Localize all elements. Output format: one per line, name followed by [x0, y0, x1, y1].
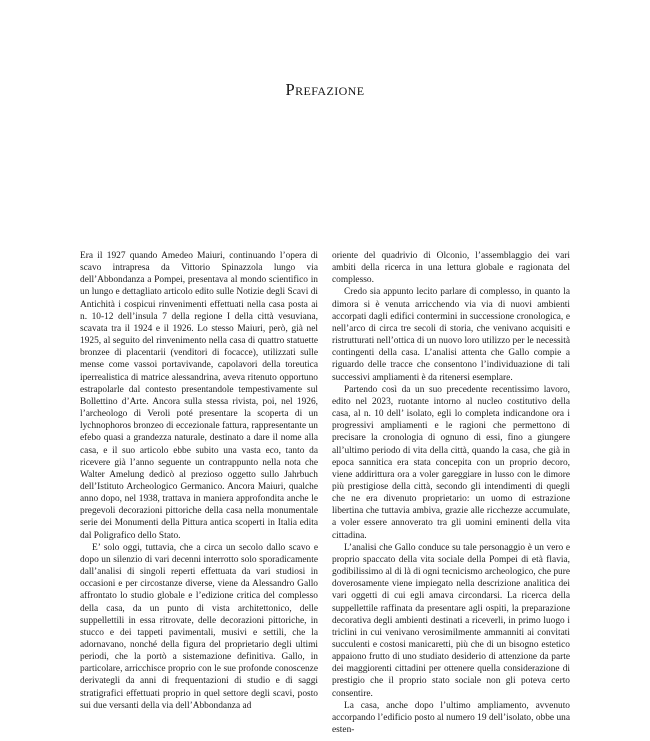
- paragraph: L’analisi che Gallo conduce su tale personaggio è un vero e proprio spaccato della vita sociale della Pompei di età flavia, godibilissimo al di là di ogni tecnicismo archeologico, che pure doverosamente viene impiegato nella descrizione analitica dei vari oggetti di cui egli amava circondarsi. La ricerca della suppellettile raffinata da presentare agli ospiti, la preparazione decorativa degli ambienti destinati a riceverli, in primo luogo i triclini in cui venivano verosimilmente ammanniti ai convitati succulenti e costosi manicaretti, più che di un bisogno estetico appaiono frutto di uno studiato desiderio di attenzione da parte dei maggiorenti cittadini per ottenere quella considerazione di prestigio che il proprio stato sociale non gli poteva certo consentire.: [332, 542, 570, 699]
- paragraph: oriente del quadrivio di Olconio, l’assemblaggio dei vari ambiti della ricerca in una lettura globale e ragionata del complesso.: [332, 251, 570, 286]
- paragraph: Partendo così da un suo precedente recentissimo lavoro, edito nel 2023, ruotante intorno al nucleo costitutivo della casa, al n. 10 dell’ isolato, egli lo completa indicandone ora i progressivi ampliamenti e le ragioni che permettono di precisare la cronologia di ognuno di essi, fino a giungere all’ultimo periodo di vita della città, quando la casa, che già in epoca sannitica era stata concepita con un proprio decoro, viene addirittura ora a voler gareggiare in lusso con le dimore più prestigiose della città, secondo gli intendimenti di quegli che ne era divenuto proprietario: un uomo di estrazione libertina che tuttavia ambiva, grazie alle ricchezze accumulate, a voler essere annoverato tra gli uomini eminenti della vita cittadina.: [332, 384, 570, 541]
- page-title: Prefazione: [285, 80, 365, 99]
- paragraph: E’ solo oggi, tuttavia, che a circa un secolo dallo scavo e dopo un silenzio di vari decenni interrotto solo sporadicamente dall’analisi di singoli reperti effettuata da vari studiosi in occasioni e per circostanze diverse, viene da Alessandro Gallo affrontato lo studio globale e l’edizione critica del complesso della casa, da un punto di vista architettonico, delle suppellettili in essa ritrovate, delle decorazioni pittoriche, in stucco e dei tappeti pavimentali, musivi e settili, che la adornavano, nonché della figura del proprietario degli ultimi periodi, che la portò a sistemazione definitiva. Gallo, in particolare, arricchisce proprio con le sue profonde conoscenze derivategli da anni di frequentazioni di studio e di saggi stratigrafici effettuati proprio in quel settore degli scavi, posto sui due versanti della via dell’Abbondanza ad: [80, 542, 318, 711]
- paragraph: La casa, anche dopo l’ultimo ampliamento, avvenuto accorpando l’edificio posto al numero 19 dell’isolato, obbe una esten-: [332, 700, 570, 736]
- left-text-column: [80, 250, 318, 712]
- right-text-column: [332, 250, 570, 736]
- paragraph: Credo sia appunto lecito parlare di complesso, in quanto la dimora si è venuta arricchendo via via di nuovi ambienti accorpati dagli edifici contermini in successione cronologica, e nell’arco di circa tre secoli di storia, che venivano acquisiti e ristrutturati nell’ottica di un nuovo loro utilizzo per le necessità contingenti della casa. L’analisi attenta che Gallo compie a riguardo delle tracce che consentono l’individuazione di tali successivi ampliamenti è da ritenersi esemplare.: [332, 287, 570, 383]
- paragraph: Era il 1927 quando Amedeo Maiuri, continuando l’opera di scavo intrapresa da Vittorio Spinazzola lungo via dell’Abbondanza a Pompei, presentava al mondo scientifico in un lungo e dettagliato articolo edito sulle Notizie degli Scavi di Antichità i cospicui rinvenimenti effettuati nella casa posta ai n. 10-12 dell’insula 7 della regione I della città vesuviana, scavata tra il 1924 e il 1926. Lo stesso Maiuri, però, già nel 1925, al seguito del rinvenimento nella casa di quattro statuette bronzee di placentarii (venditori di focacce), utilizzati sulle mense come vassoi portavivande, capolavori della toreutica iperrealistica di matrice alessandrina, aveva ritenuto opportuno estrapolarle dal contesto presentandole tempestivamente sul Bollettino d’Arte. Ancora sulla stessa rivista, poi, nel 1926, l’archeologo di Veroli poté presentare la scoperta di un lychnophoros bronzeo di eccezionale fattura, rappresentante un efebo quasi a grandezza naturale, destinato a dare il nome alla casa, e il suo articolo ebbe subito una vasta eco, tanto da ricevere già l’anno seguente un contrappunto nella nota che Walter Amelung dedicò al prezioso oggetto sullo Jahrbuch dell’Istituto Archeologico Germanico. Ancora Maiuri, qualche anno dopo, nel 1938, trattava in maniera approfondita anche le pregevoli decorazioni pittoriche della casa nella monumentale serie dei Monumenti della Pittura antica scoperti in Italia edita dal Poligrafico dello Stato.: [80, 251, 318, 541]
